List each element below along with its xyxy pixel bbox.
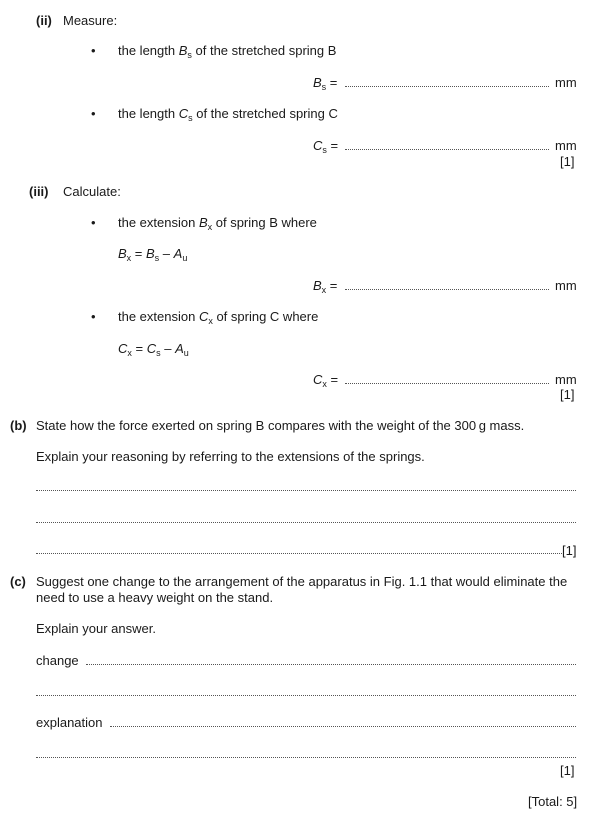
part-b-question: State how the force exerted on spring B compares with the weight of the 300 g mass.	[36, 418, 525, 433]
answer-bs-label: $B_s$ =	[313, 75, 338, 92]
mark-b: [1]	[562, 543, 577, 558]
unit-mm: mm	[555, 138, 577, 153]
unit-mm: mm	[555, 75, 577, 90]
unit-mm: mm	[555, 372, 577, 387]
mark-ii: [1]	[560, 154, 575, 169]
bullet: •	[91, 215, 96, 230]
change-label: change	[36, 653, 79, 668]
formula-bx: $B_x = B_s - A_u$	[118, 246, 188, 263]
answer-b-line-2[interactable]	[36, 522, 576, 523]
answer-bs-line[interactable]	[345, 86, 549, 87]
bullet: •	[91, 106, 96, 121]
total-marks: [Total: 5]	[528, 794, 578, 809]
explanation-label: explanation	[36, 715, 103, 730]
part-ii-title: Measure:	[63, 13, 118, 28]
answer-bx-line[interactable]	[345, 289, 549, 290]
part-c-instruction: Explain your answer.	[36, 621, 156, 636]
answer-cs-label: $C_s$ =	[313, 138, 339, 155]
part-ii-label: (ii)	[36, 13, 52, 28]
mark-iii: [1]	[560, 387, 575, 402]
bullet: •	[91, 309, 96, 324]
answer-cx-line[interactable]	[345, 383, 549, 384]
part-c-label: (c)	[10, 574, 26, 589]
answer-explanation-line[interactable]	[110, 726, 576, 727]
mark-c: [1]	[560, 763, 575, 778]
answer-change-line[interactable]	[86, 664, 576, 665]
answer-cs-line[interactable]	[345, 149, 549, 150]
answer-b-line-3[interactable]	[36, 553, 562, 554]
bullet: •	[91, 43, 96, 58]
formula-cx: $C_x = C_s - A_u$	[118, 341, 189, 358]
answer-cx-label: $C_x$ =	[313, 372, 339, 389]
part-iii-title: Calculate:	[63, 184, 121, 199]
answer-b-line-1[interactable]	[36, 490, 576, 491]
question-bs-text: the length $B_s$ of the stretched spring B	[118, 43, 337, 60]
part-c-question-line2: need to use a heavy weight on the stand.	[36, 590, 274, 605]
answer-explanation-line-2[interactable]	[36, 757, 576, 758]
part-b-label: (b)	[10, 418, 27, 433]
answer-change-line-2[interactable]	[36, 695, 576, 696]
part-c-question-line1: Suggest one change to the arrangement of the apparatus in Fig. 1.1 that would eliminate the	[36, 574, 568, 589]
answer-bx-label: $B_x$ =	[313, 278, 338, 295]
unit-mm: mm	[555, 278, 577, 293]
question-cs-text: the length $C_s$ of the stretched spring C	[118, 106, 338, 123]
question-bx-text: the extension $B_x$ of spring B where	[118, 215, 317, 232]
question-cx-text: the extension $C_x$ of spring C where	[118, 309, 319, 326]
part-b-instruction: Explain your reasoning by referring to the extensions of the springs.	[36, 449, 425, 464]
part-iii-label: (iii)	[29, 184, 49, 199]
